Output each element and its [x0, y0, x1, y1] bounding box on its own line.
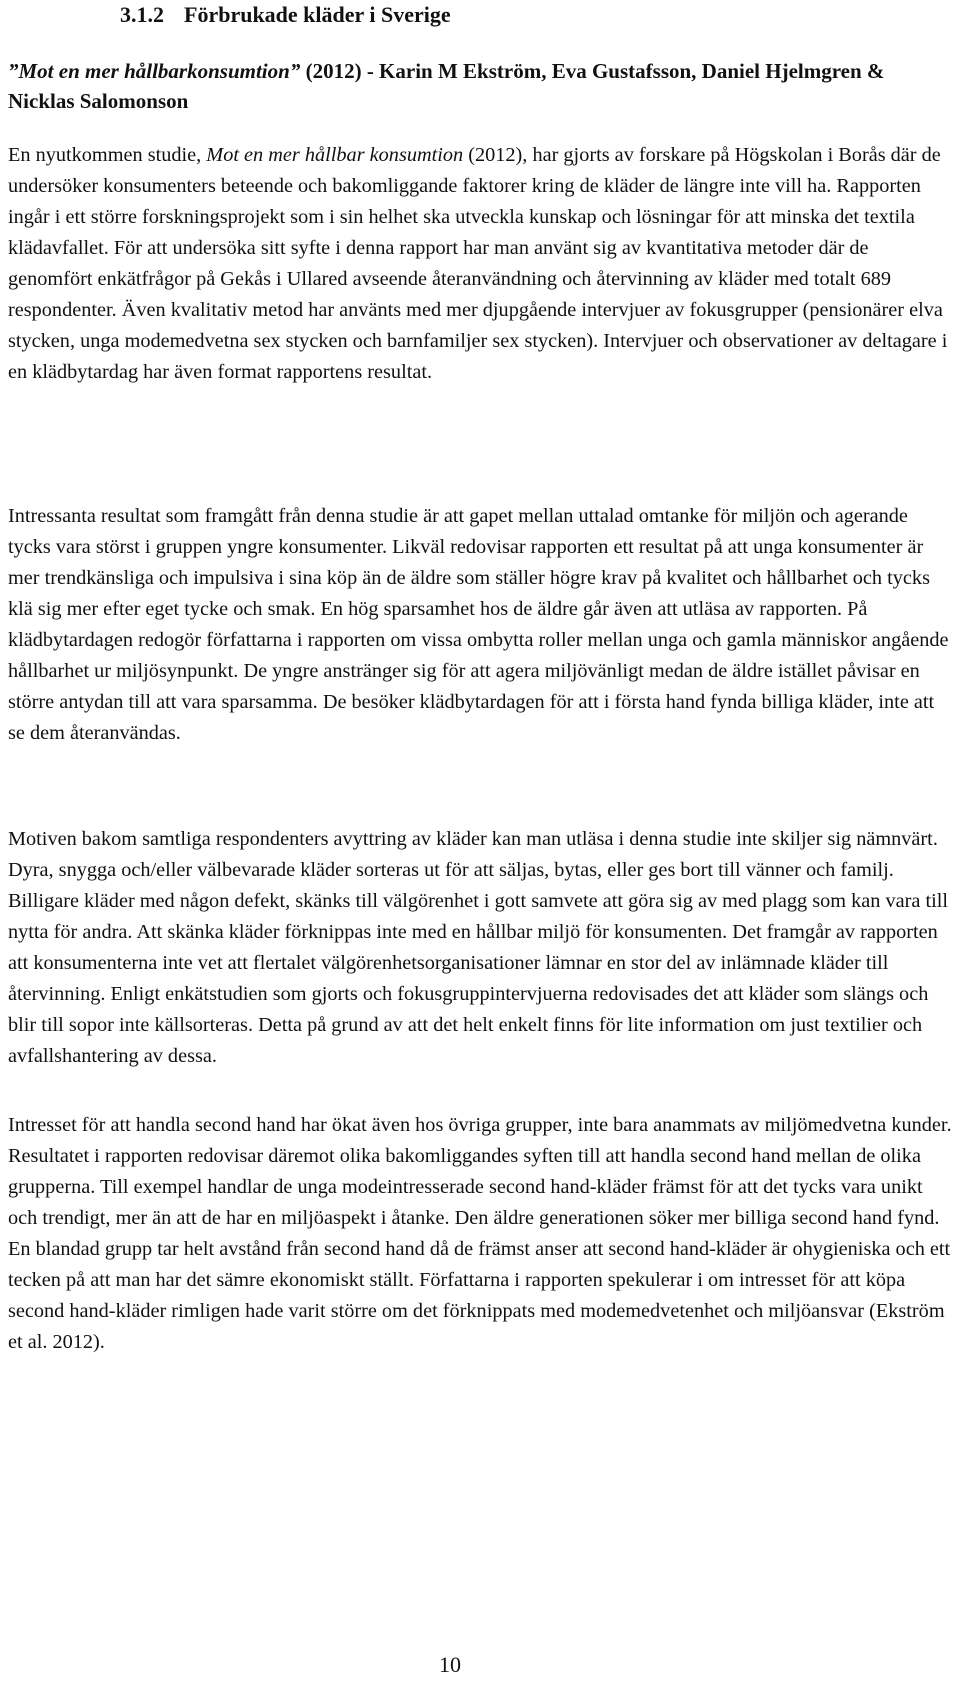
- study-title-italic: ”Mot en mer hållbarkonsumtion”: [8, 59, 301, 83]
- paragraph-second-hand: Intresset för att handla second hand har ökat även hos övriga grupper, inte bara anammats av miljömedvetna kunder. Resultatet i rapporten redovisar däremot olika bakomliggandes syften till att handla second hand mellan de olika grupperna. Till exempel handlar de unga modeintresserade second hand-kläder främst för att det tycks vara unikt och trendigt, mer än att de har en miljöaspekt i åtanke. Den äldre generationen söker mer billiga second hand fynd. En blandad grupp tar helt avstånd från second hand då de främst anser att second hand-kläder är ohygieniska och ett tecken på att man har det sämre ekonomiskt ställt. Författarna i rapporten spekulerar i om intresset för att köpa second hand-kläder rimligen hade varit större om det förknippats med modemedvetenhet och miljöansvar (Ekström et al. 2012).: [8, 1114, 952, 1353]
- paragraph-results: Intressanta resultat som framgått från denna studie är att gapet mellan uttalad omtanke för miljön och agerande tycks vara störst i gruppen yngre konsumenter. Likväl redovisar rapporten ett resultat på att unga konsumenter är mer trendkänsliga och impulsiva i sina köp än de äldre som ställer högre krav på kvalitet och hållbarhet och tycks klä sig mer efter eget tycke och smak. En hög sparsamhet hos de äldre går även att utläsa av rapporten. På klädbytardagen redogör författarna i rapporten om vissa ombytta roller mellan unga och gamla människor angående hållbarhet ur miljösynpunkt. De yngre anstränger sig för att agera miljövänligt medan de äldre istället påvisar en större antydan till att vara sparsamma. De besöker klädbytardagen för att i första hand fynda billiga kläder, inte att se dem återanvändas.: [8, 505, 949, 744]
- study-authors: (2012) - Karin M Ekström, Eva Gustafsson, Daniel Hjelmgren & Nicklas Salomonson: [8, 59, 885, 113]
- paragraph-lead: En nyutkommen studie,: [8, 144, 207, 166]
- paragraph-motives: Motiven bakom samtliga respondenters avyttring av kläder kan man utläsa i denna studie inte skiljer sig nämnvärt. Dyra, snygga och/eller välbevarade kläder sorteras ut för att säljas, bytas, eller ges bort till vänner och familj. Billigare kläder med någon defekt, skänks till välgörenhet i gott samvete att göra sig av med plagg som kan vara till nytta för andra. Att skänka kläder förknippas inte med en hållbar miljö för konsumenten. Det framgår av rapporten att konsumenterna inte vet att flertalet välgörenhetsorganisationer lämnar en stor del av inlämnade kläder till återvinning. Enligt enkätstudien som gjorts och fokusgruppintervjuerna redovisades det att kläder som slängs och blir till sopor inte källsorteras. Detta på grund av att det helt enkelt finns för lite information om just textilier och avfallshantering av dessa.: [8, 828, 949, 1067]
- paragraph-rest: (2012), har gjorts av forskare på Högskolan i Borås där de undersöker konsumenters beteende och bakomliggande faktorer kring de kläder de längre inte vill ha. Rapporten ingår i ett större forskningsprojekt som i sin helhet ska utveckla kunskap och lösningar för att minska det textila klädavfallet. För att undersöka sitt syfte i denna rapport har man använt sig av kvantitativa metoder där de genomfört enkätfrågor på Gekås i Ullared avseende återanvändning och återvinning av kläder med totalt 689 respondenter. Även kvalitativ metod har använts med mer djupgående intervjuer av fokusgrupper (pensionärer elva stycken, unga modemedvetna sex stycken och barnfamiljer sex stycken). Intervjuer och observationer av deltagare i en klädbytardag har även format rapportens resultat.: [8, 144, 948, 383]
- page-number: 10: [439, 1652, 461, 1677]
- section-number: 3.1.2: [120, 2, 164, 27]
- report-title-italic: Mot en mer hållbar konsumtion: [206, 144, 464, 166]
- section-title: Förbrukade kläder i Sverige: [184, 2, 451, 27]
- section-heading: [120, 0, 451, 30]
- paragraph-study-description: [8, 140, 953, 388]
- study-reference-heading: [8, 56, 948, 116]
